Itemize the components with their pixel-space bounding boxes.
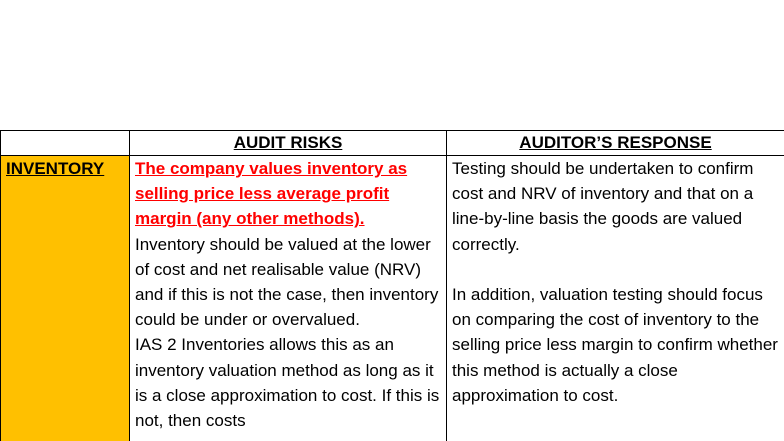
area-cell — [1, 156, 130, 441]
area-label: INVENTORY — [6, 159, 105, 178]
audit-risk-cell — [130, 156, 447, 441]
header-auditor-response: AUDITOR’S RESPONSE — [447, 131, 784, 156]
risk-paragraph: IAS 2 Inventories allows this as an inventory valuation method as long as it is a close approximation to cost. If this is not, then costs — [135, 335, 440, 431]
risk-heading: The company values inventory as selling price less average profit margin (any other methods). — [135, 159, 408, 229]
risk-paragraph: Inventory should be valued at the lower of cost and net realisable value (NRV) and if this is not the case, then inventory could be under or overvalued. — [135, 234, 439, 330]
auditor-response-cell — [447, 156, 784, 441]
table-row — [1, 156, 784, 441]
header-audit-risks: AUDIT RISKS — [130, 131, 447, 156]
response-paragraph: In addition, valuation testing should focus on comparing the cost of inventory to the selling price less margin to confirm whether this method is actually a close approximation to cost. — [452, 285, 778, 405]
paragraph-gap — [452, 257, 779, 282]
table-header-row — [1, 131, 784, 156]
header-area — [1, 131, 130, 156]
response-paragraph: Testing should be undertaken to confirm cost and NRV of inventory and that on a line-by-line basis the goods are valued correctly. — [452, 159, 754, 254]
audit-risk-table — [0, 130, 784, 441]
